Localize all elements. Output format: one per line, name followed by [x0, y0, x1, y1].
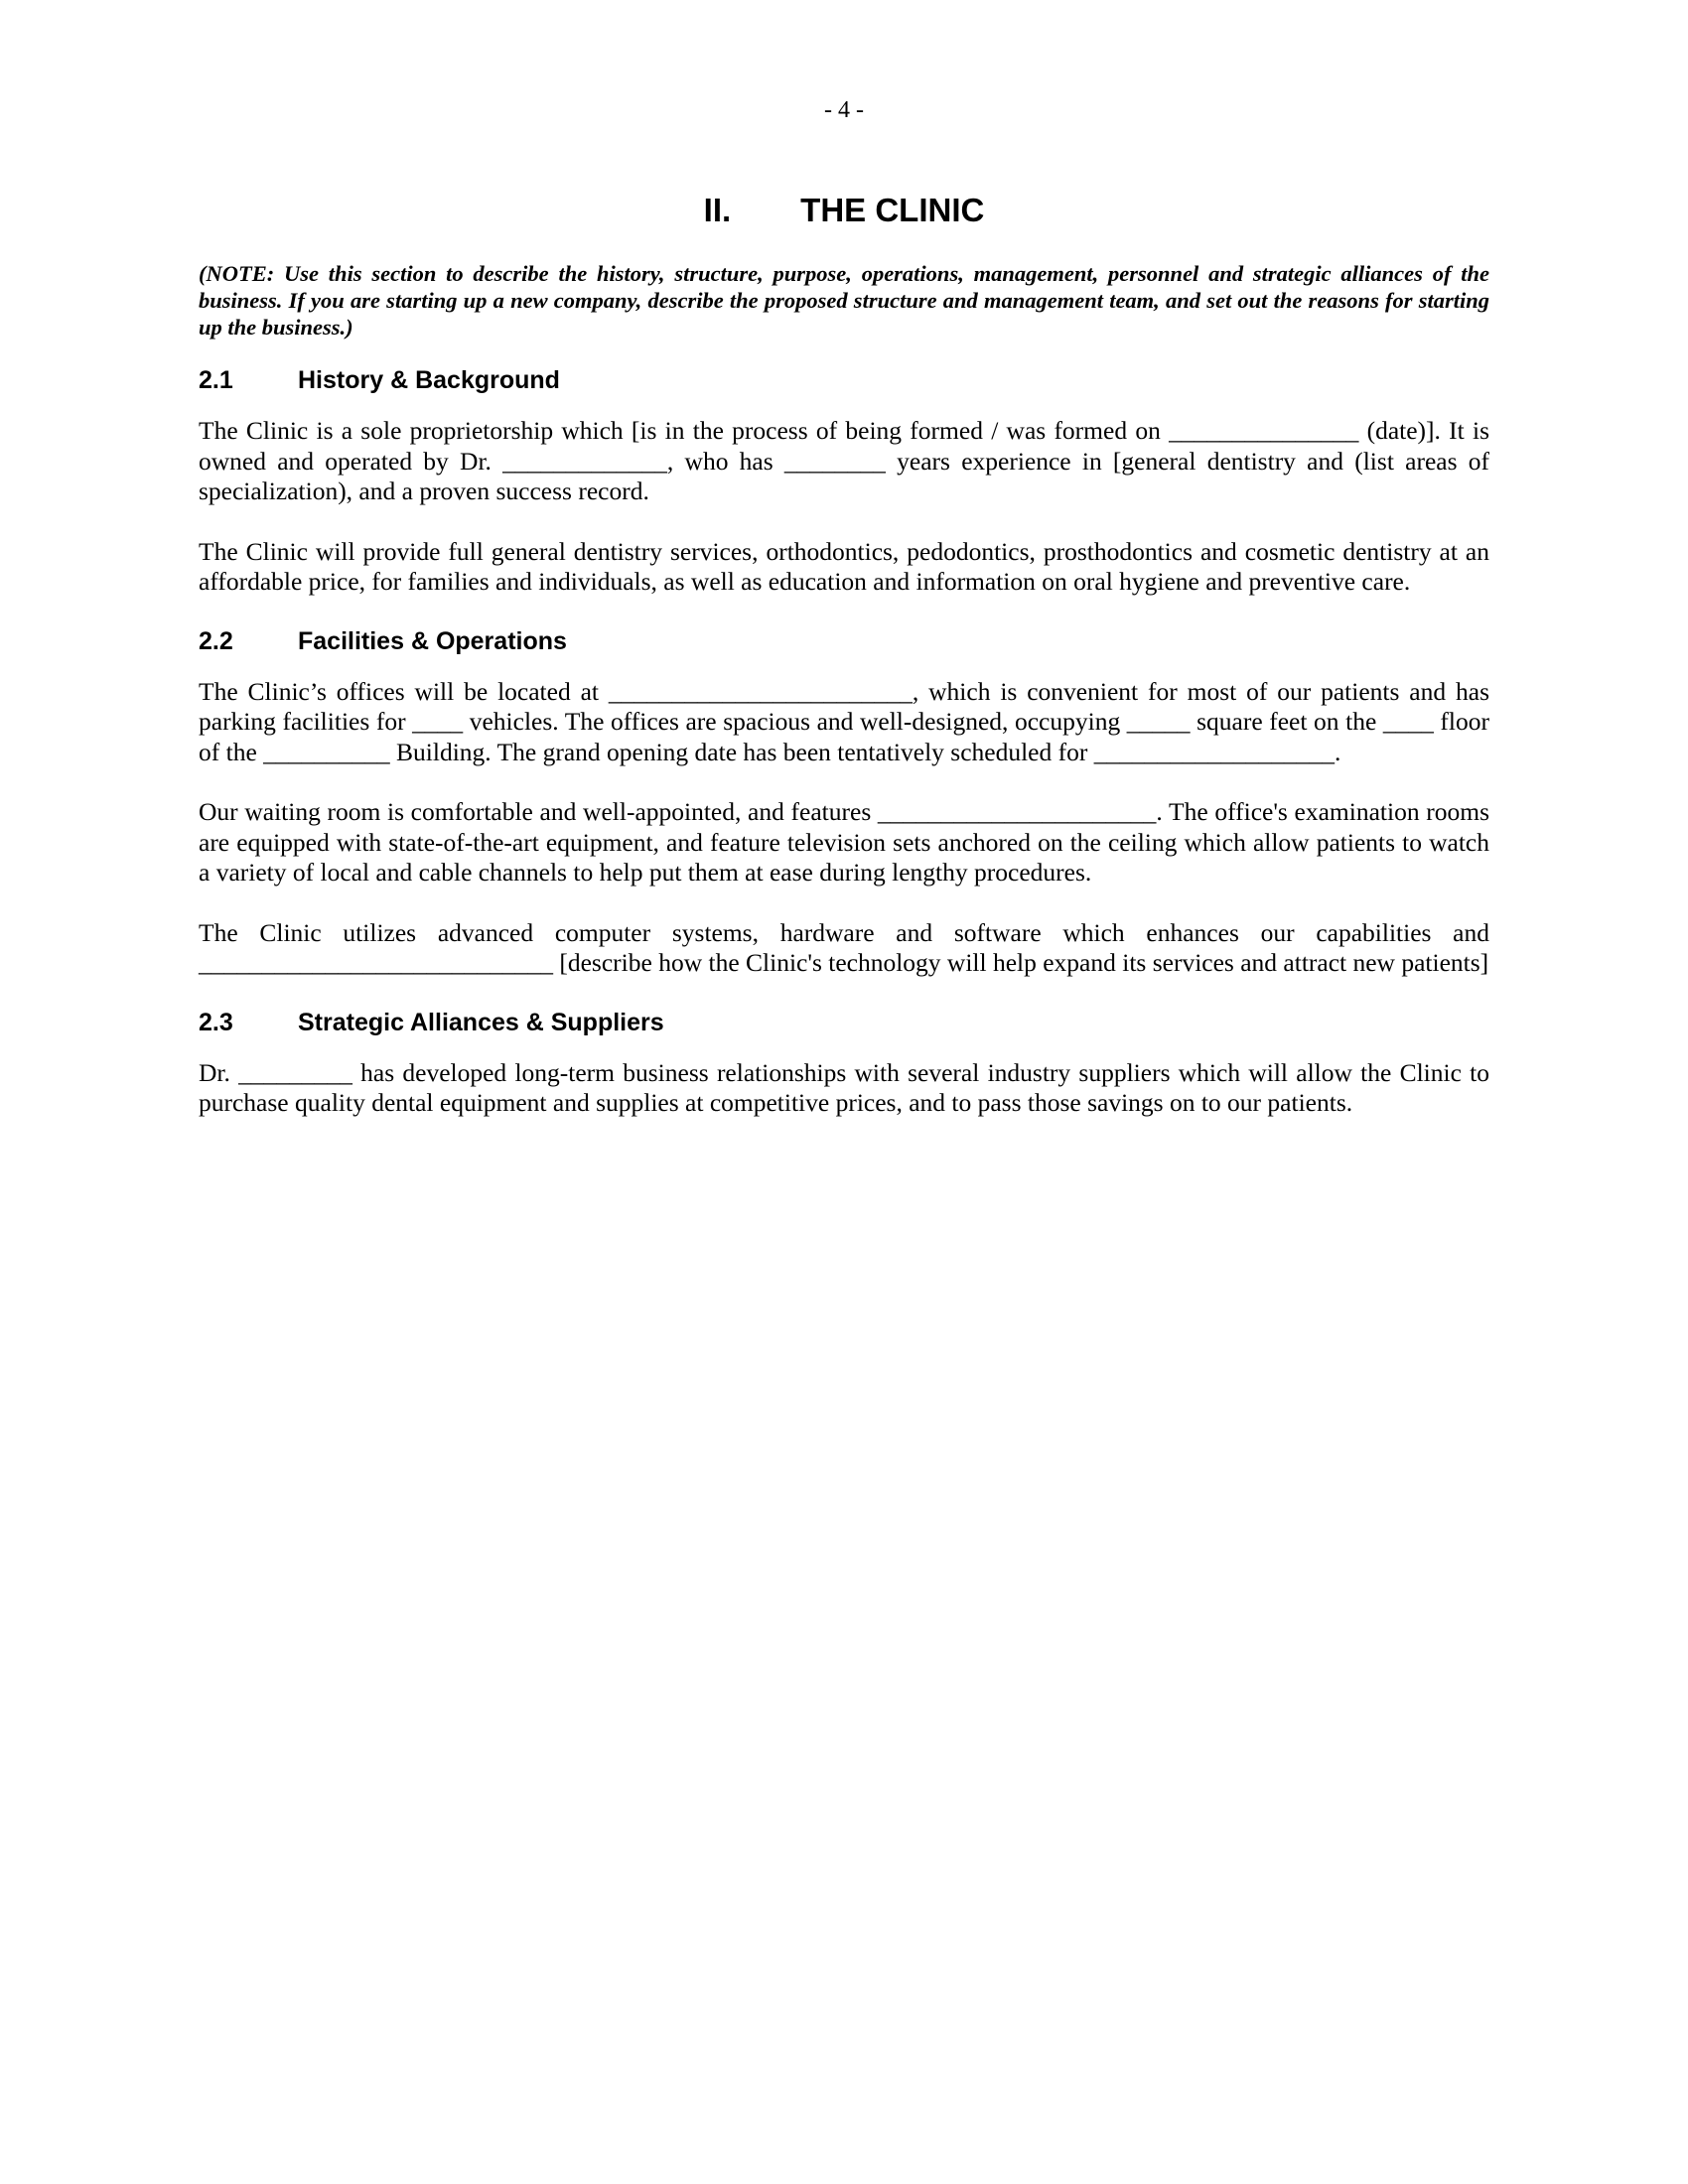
section-heading	[0, 192, 1688, 229]
section-title: THE CLINIC	[800, 192, 985, 228]
subsection-number: 2.2	[199, 626, 233, 655]
page-number: - 4 -	[824, 97, 864, 123]
subsection-title: Facilities & Operations	[298, 626, 567, 655]
subsection-title: History & Background	[298, 366, 560, 394]
document-body	[199, 260, 1489, 1149]
section-number: II.	[703, 192, 732, 228]
instruction-note: (NOTE: Use this section to describe the history, structure, purpose, operations, management, personnel and strategic alliances of the business. If you are starting up a new company, describe the proposed structure and management team, and set out the reasons for starting up the business.)	[199, 261, 1489, 340]
subsection-number: 2.3	[199, 1008, 233, 1036]
paragraph: Our waiting room is comfortable and well-appointed, and features ______________________. The office's examination rooms are equipped with state-of-the-art equipment, and feature television sets anchored on the ceiling which allow patients to watch a variety of local and cable channels to help put them at ease during lengthy procedures.	[199, 797, 1489, 887]
paragraph: The Clinic is a sole proprietorship which [is in the process of being formed / was formed on _______________ (date)]. It is owned and operated by Dr. _____________, who has ________ years experience in [general dentistry and (list areas of specialization), and a proven success record.	[199, 416, 1489, 505]
paragraph: The Clinic’s offices will be located at ________________________, which is convenient for most of our patients and has parking facilities for ____ vehicles. The offices are spacious and well-designed, occupying _____ square feet on the ____ floor of the __________ Building. The grand opening date has been tentatively scheduled for ___________________.	[199, 676, 1489, 766]
subsection-heading-alliances	[199, 1009, 1489, 1037]
paragraph: The Clinic will provide full general dentistry services, orthodontics, pedodontics, prosthodontics and cosmetic dentistry at an affordable price, for families and individuals, as well as education and information on oral hygiene and preventive care.	[199, 536, 1489, 596]
paragraph: Dr. _________ has developed long-term business relationships with several industry suppliers which will allow the Clinic to purchase quality dental equipment and supplies at competitive prices, and to pass those savings on to our patients.	[199, 1057, 1489, 1117]
subsection-heading-history	[199, 366, 1489, 395]
subsection-heading-facilities	[199, 627, 1489, 656]
subsection-number: 2.1	[199, 366, 233, 394]
subsection-title: Strategic Alliances & Suppliers	[298, 1008, 664, 1036]
paragraph: The Clinic utilizes advanced computer systems, hardware and software which enhances our capabilities and ____________________________ [describe how the Clinic's technology will help expand its services and attract new patients]	[199, 917, 1489, 977]
